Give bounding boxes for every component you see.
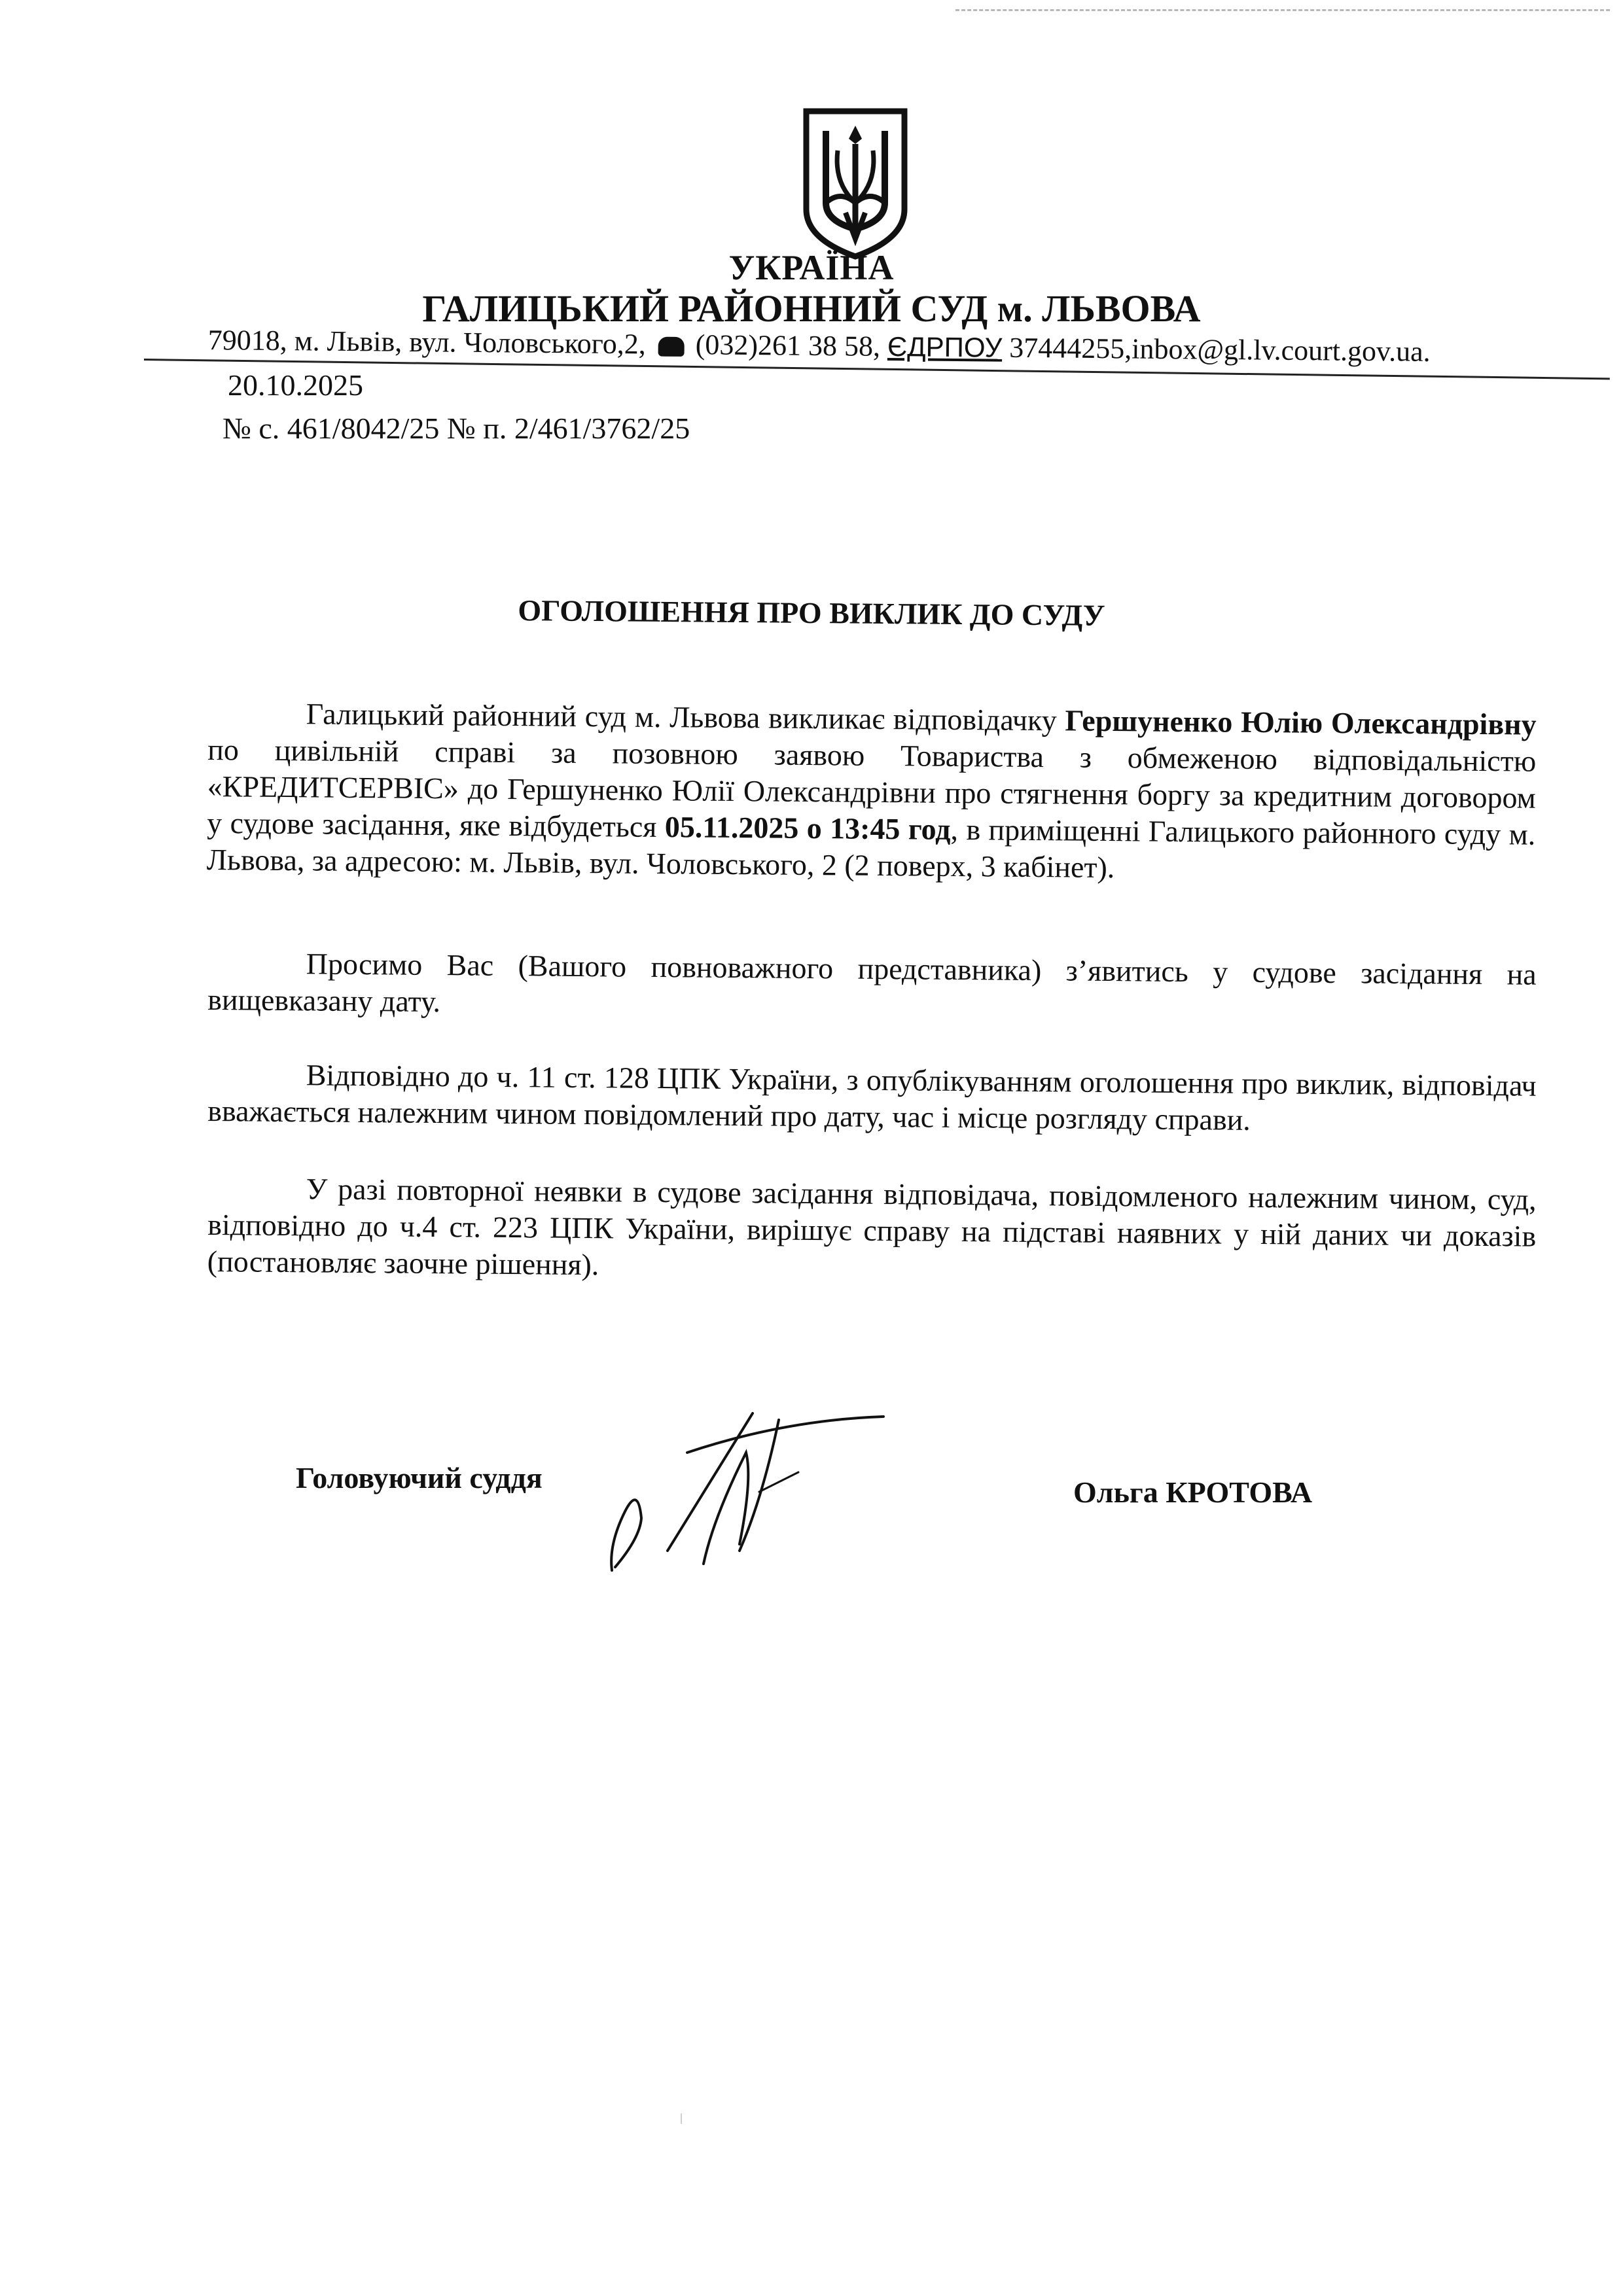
- legal-basis-text: Відповідно до ч. 11 ст. 128 ЦПК України, з опублікуванням оголошення про виклик, відповідач вважається належним чином повідомлений про дату, час і місце розгляду справи.: [207, 1058, 1537, 1137]
- court-name: ГАЛИЦЬКИЙ РАЙОННИЙ СУД м. ЛЬВОВА: [422, 287, 1201, 330]
- request-text: Просимо Вас (Вашого повноважного представника) з’явитись у судове засідання на вищевказану дату.: [207, 947, 1537, 1019]
- country-title: УКРАЇНА: [728, 248, 895, 287]
- paragraph-summons: [207, 695, 1537, 890]
- trident-emblem-icon: [800, 105, 911, 262]
- scan-edge-line: [955, 9, 1610, 11]
- summons-text-c: , в приміщенні Галицького районного суду м. Львова, за адресою: м. Львів, вул. Чоловського, 2 (2 поверх, 3 кабінет).: [206, 812, 1536, 885]
- edrpou-label: ЄДРПОУ: [887, 330, 1003, 363]
- defendant-name: Гершуненко Юлію Олександрівну: [1065, 703, 1537, 741]
- court-phone: (032)261 38 58,: [695, 328, 881, 362]
- scan-speck: [681, 2113, 682, 2124]
- default-judgment-text: У разі повторної неявки в судове засідання відповідача, повідомленого належним чином, суд, відповідно до ч.4 ст. 223 ЦПК України, вирішує справу на підставі наявних у ній даних чи доказів (постановляє заочне рішення).: [207, 1172, 1537, 1282]
- judge-role: Головуючий суддя: [296, 1461, 543, 1494]
- judge-name: Ольга КРОТОВА: [1073, 1475, 1313, 1509]
- paragraph-default-judgment: [207, 1170, 1537, 1292]
- paragraph-legal-basis: [207, 1056, 1537, 1141]
- document-date: 20.10.2025: [228, 368, 363, 402]
- case-numbers: № с. 461/8042/25 № п. 2/461/3762/25: [223, 412, 690, 445]
- summons-text-a: Галицький районний суд м. Львова викликає відповідачку: [306, 697, 1065, 737]
- handwritten-signature: [589, 1394, 903, 1590]
- notice-title: ОГОЛОШЕННЯ ПРО ВИКЛИК ДО СУДУ: [518, 593, 1105, 632]
- court-address: 79018, м. Львів, вул. Чоловського,2,: [207, 323, 646, 361]
- paragraph-request: [207, 945, 1537, 1030]
- edrpou-and-email: 37444255,inbox@gl.lv.court.gov.ua.: [1009, 331, 1431, 368]
- summons-text-b: по цивільній справі за позовною заявою Товариства з обмеженою відповідальністю «КРЕДИТСЕРВІС» до Гершуненко Юлії Олександрівни про стягнення боргу за кредитним договором у судове засідання, яке відбудеться: [207, 732, 1537, 844]
- hearing-datetime: 05.11.2025 о 13:45 год: [664, 810, 951, 846]
- telephone-icon: [658, 337, 685, 357]
